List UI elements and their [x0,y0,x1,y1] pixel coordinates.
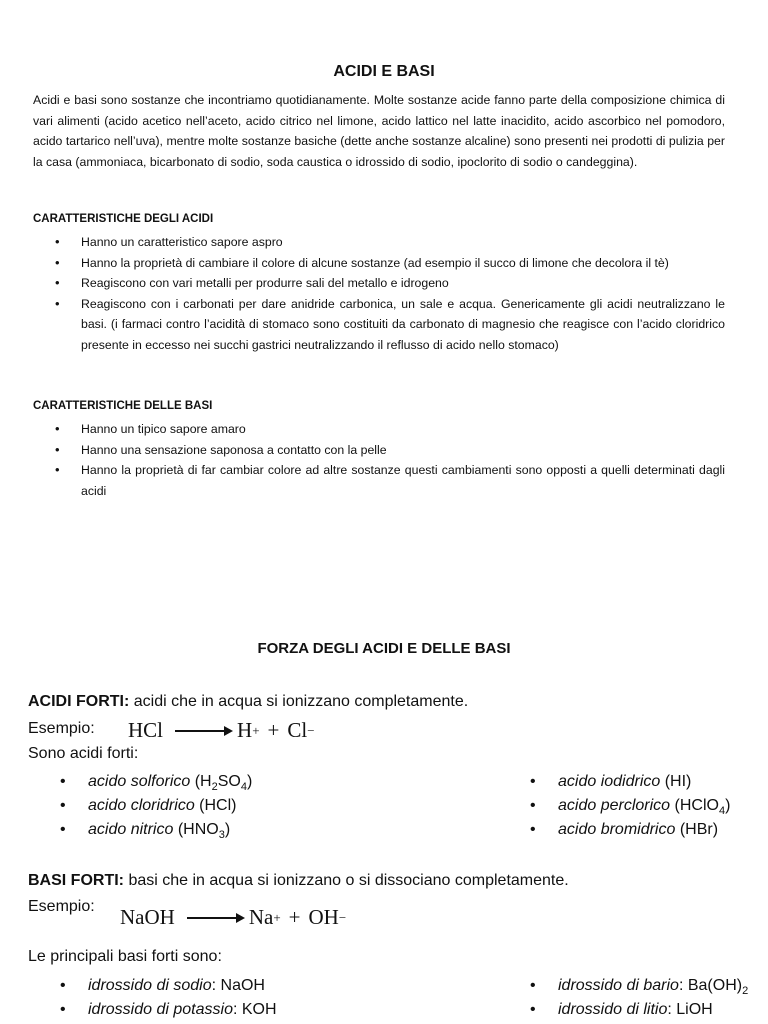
list-item [528,794,730,818]
list-item: • Hanno la proprietà di cambiare il colore di alcune sostanze (ad esempio il succo di limone che decolora il tè) [55,253,725,274]
base-equation: NaOH Na + + OH − [120,905,347,929]
formula: (HNO [173,821,219,838]
formula: : KOH [232,1001,277,1018]
base-product-2: OH [308,905,339,929]
list-item [528,818,730,842]
reaction-arrow-icon [175,730,227,732]
formula: (HClO [670,797,719,814]
formula: ) [224,821,231,838]
list-item: • Hanno la proprietà di far cambiar colore ad altre sostanze questi cambiamenti sono opposti a quelli determinati dagli acidi [55,460,725,501]
strong-acids-right [528,770,730,842]
acid-name: acido nitrico [88,821,174,838]
acid-example-label: Esempio: [28,720,95,737]
acid-name: acido cloridrico [88,797,195,814]
bases-list-intro: Le principali basi forti sono: [28,948,222,965]
acid-name: acido iodidrico [558,773,661,790]
acid-product-1: H [237,718,253,742]
list-item [528,974,748,998]
subscript: 3 [218,829,225,842]
list-item [58,974,277,998]
acid-name: acido bromidrico [558,821,676,838]
base-name: idrossido di bario [558,977,679,994]
formula: ) [246,773,253,790]
strong-acids-text: acidi che in acqua si ionizzano completamente. [129,693,469,710]
formula: : Ba(OH) [678,977,743,994]
acids-heading: CARATTERISTICHE DEGLI ACIDI [33,213,214,225]
reaction-arrow-icon [187,917,239,919]
intro-paragraph: Acidi e basi sono sostanze che incontriamo quotidianamente. Molte sostanze acide fanno parte della composizione chimica di vari alimenti (acido acetico nell’aceto, acido citrico nel limone, acido lattico nel latte inacidito, acido ascorbico nel pomodoro, acido tartarico nell’uva), mentre molte sostanze basiche (dette anche sostanze alcaline) sono presenti nei prodotti di pulizia per la casa (ammoniaca, bicarbonato di sodio, soda caustica o idrossido di sodio, ipoclorito di sodio o candeggina). [33,93,725,169]
base-product-1: Na [248,905,274,929]
formula: SO [217,773,241,790]
acid-equation: HCl H + + Cl − [128,718,315,742]
page-title: ACIDI E BASI [333,63,435,80]
base-name: idrossido di potassio [88,1001,233,1018]
acid-name: acido perclorico [558,797,671,814]
formula: (HBr) [675,821,719,838]
formula: (HI) [660,773,692,790]
list-item [58,794,252,818]
strong-bases-definition [28,872,569,890]
strong-acids-definition [28,693,468,711]
list-item: • Reagiscono con i carbonati per dare anidride carbonica, un sale e acqua. Genericamente gli acidi neutralizzano le basi. (i farmaci contro l’acidità di stomaco sono costituiti da carbonato di magnesio che reagisce con l’acido cloridrico presente in eccesso nei succhi gastrici neutralizzando il reflusso di acido nello stomaco) [55,294,725,356]
strong-acids-left [58,770,252,842]
subscript: 4 [718,805,726,818]
strong-bases-right [528,974,748,1022]
formula: : LiOH [667,1001,713,1018]
subscript: 2 [742,985,749,998]
acids-list [55,232,725,355]
formula: (H [190,773,212,790]
acids-list-intro: Sono acidi forti: [28,745,139,762]
strength-title: FORZA DEGLI ACIDI E DELLE BASI [257,640,511,657]
list-item [528,770,730,794]
acid-name: acido solforico [88,773,191,790]
base-name: idrossido di sodio [88,977,212,994]
base-example-label: Esempio: [28,898,95,915]
bases-heading: CARATTERISTICHE DELLE BASI [33,400,213,412]
list-item [58,818,252,842]
formula: (HCl) [194,797,237,814]
subscript: 4 [240,781,247,794]
list-item: • Hanno un caratteristico sapore aspro [55,232,725,253]
subscript: 2 [211,781,218,794]
list-item [58,998,277,1022]
bases-list [55,419,725,501]
plus-sign: + [267,718,280,742]
base-reactant: NaOH [120,905,175,929]
acid-product-2: Cl [287,718,308,742]
list-item: • Hanno una sensazione saponosa a contatto con la pelle [55,440,725,461]
list-item [528,998,748,1022]
list-item: • Reagiscono con vari metalli per produrre sali del metallo e idrogeno [55,273,725,294]
strong-bases-left [58,974,277,1022]
list-item [58,770,252,794]
strong-acids-label: ACIDI FORTI: [28,693,130,710]
formula: ) [725,797,731,814]
list-item: • Hanno un tipico sapore amaro [55,419,725,440]
formula: : NaOH [211,977,265,994]
base-name: idrossido di litio [558,1001,668,1018]
acid-reactant: HCl [128,718,164,742]
strong-bases-text: basi che in acqua si ionizzano o si dissociano completamente. [124,872,569,889]
strong-bases-label: BASI FORTI: [28,872,124,889]
plus-sign: + [288,905,301,929]
